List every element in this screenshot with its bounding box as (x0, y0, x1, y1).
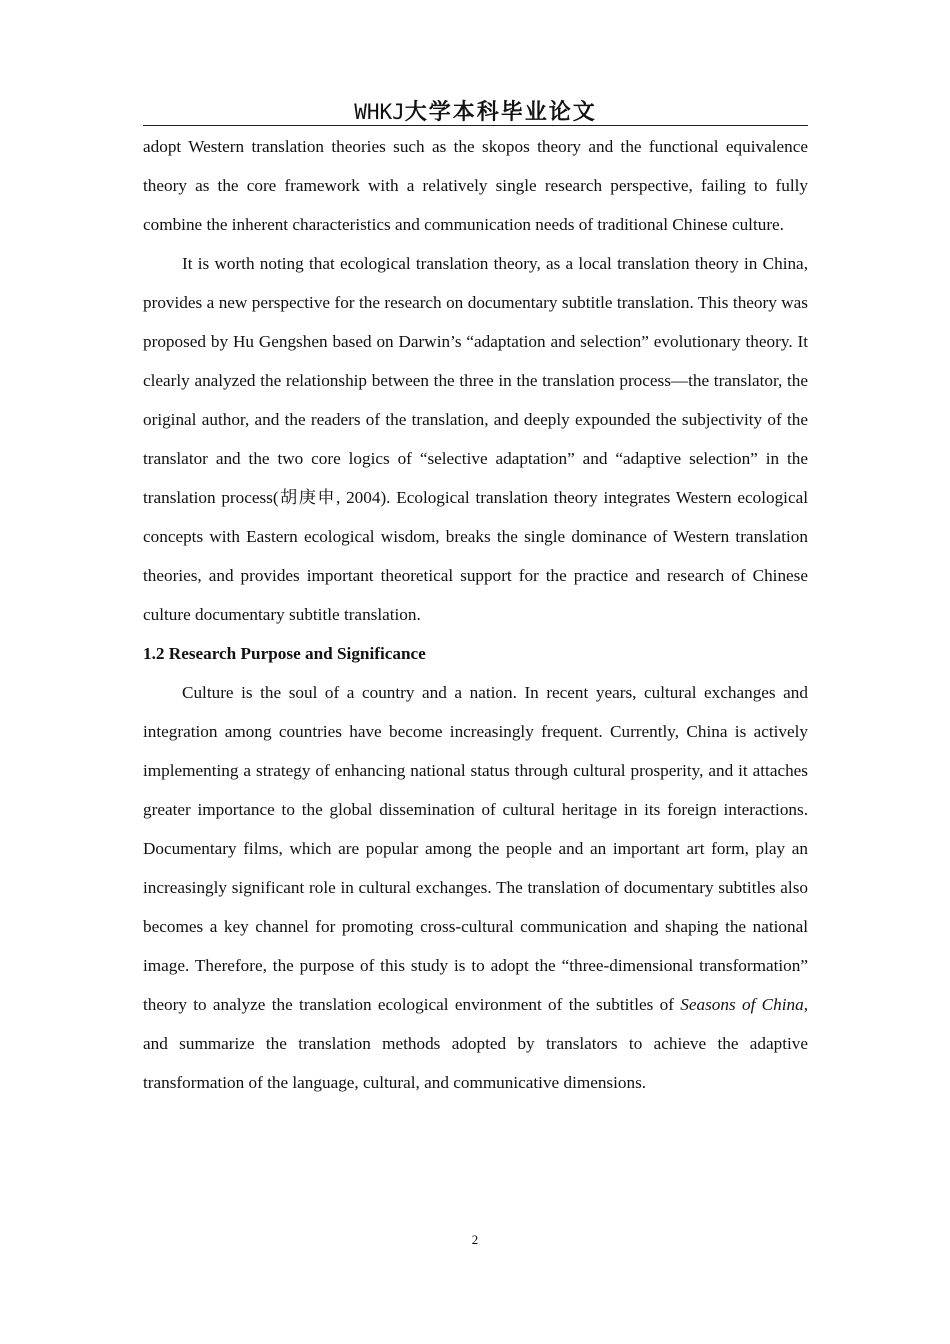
documentary-title: Seasons of China (680, 995, 804, 1014)
section-heading: 1.2 Research Purpose and Significance (143, 644, 426, 663)
page-body (143, 127, 808, 1102)
paragraph-text-before-title: Culture is the soul of a country and a nation. In recent years, cultural exchanges and integration among countries have become increasingly frequent. Currently, China is actively implementing a strategy of enhancing national status through cultural prosperity, and it attaches greater importance to the global dissemination of cultural heritage in its foreign interactions. Documentary films, which are popular among the people and an important art form, play an increasingly significant role in cultural exchanges. The translation of documentary subtitles also becomes a key channel for promoting cross-cultural communication and shaping the national image. Therefore, the purpose of this study is to adopt the “three-dimensional transformation” theory to analyze the translation ecological environment of the subtitles of (143, 683, 808, 1014)
paragraph-ecological-translation: It is worth noting that ecological translation theory, as a local translation theory in China, provides a new perspective for the research on documentary subtitle translation. This theory was proposed by Hu Gengshen based on Darwin’s “adaptation and selection” evolutionary theory. It clearly analyzed the relationship between the three in the translation process—the translator, the original author, and the readers of the translation, and deeply expounded the subjectivity of the translator and the two core logics of “selective adaptation” and “adaptive selection” in the translation process(胡庚申, 2004). Ecological translation theory integrates Western ecological concepts with Eastern ecological wisdom, breaks the single dominance of Western translation theories, and provides important theoretical support for the practice and research of Chinese culture documentary subtitle translation. (143, 254, 808, 624)
header-title-cjk: 大学本科毕业论文 (404, 100, 597, 125)
paragraph-text-after-title: , and summarize the translation methods adopted by translators to achieve the adaptive transformation of the language, cultural, and communicative dimensions. (143, 995, 808, 1092)
header-title (354, 95, 597, 126)
header-title-latin: WHKJ (354, 100, 405, 124)
paragraph-research-purpose (143, 673, 808, 1102)
paragraph-continued: adopt Western translation theories such as the skopos theory and the functional equivalence theory as the core framework with a relatively single research perspective, failing to fully combine the inherent characteristics and communication needs of traditional Chinese culture. (143, 137, 808, 234)
page-number: 2 (471, 1232, 479, 1247)
running-header (143, 92, 808, 126)
